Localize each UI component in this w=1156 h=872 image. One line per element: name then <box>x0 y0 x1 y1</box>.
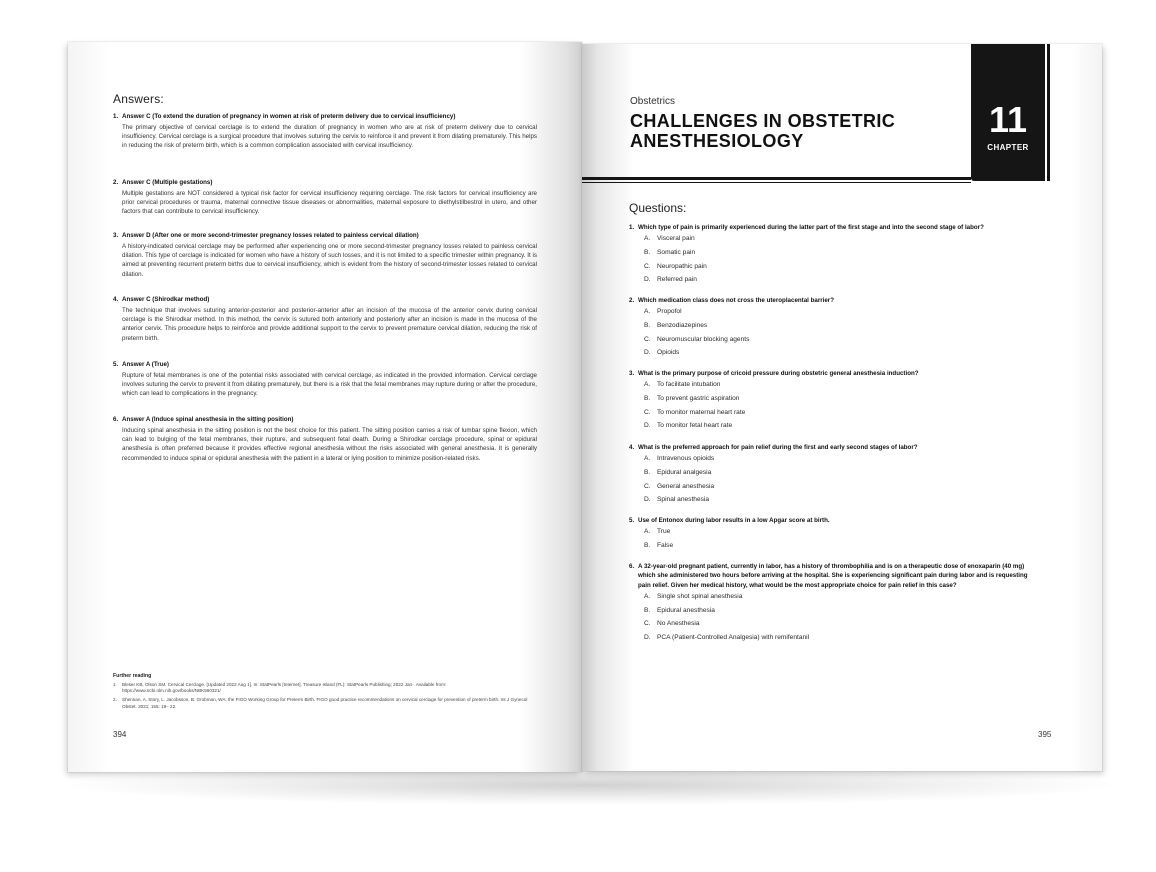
answer-title: 3. Answer D (After one or more second-trimester pregnancy losses related to painless cervical dilation) <box>113 232 419 239</box>
answer-option: A. Visceral pain <box>644 235 695 243</box>
answer-option: D. Referred pain <box>644 276 697 284</box>
right-page <box>582 44 1102 771</box>
answer-body: Multiple gestations are NOT considered a typical risk factor for cervical insufficiency requiring cerclage. The risk factors for cervical insufficiency are prior cervical procedures or trauma, maternal connective tissue diseases or abnormalities, maternal exposure to diethylstilbestrol in utero, and other factors that can contribute to cervical insufficiency. <box>122 190 537 216</box>
subject-label: Obstetrics <box>630 96 676 107</box>
answer-option: A. True <box>644 528 671 536</box>
answer-item <box>113 416 537 463</box>
answer-title: 5. Answer A (True) <box>113 361 169 368</box>
question-item <box>629 369 1033 433</box>
answer-option: C. Neuromuscular blocking agents <box>644 335 750 343</box>
question-text: 6. A 32-year-old pregnant patient, currently in labor, has a history of thrombophilia and is on a therapeutic dose of enoxaparin (40 mg) which she administered two hours before arriving at the hospital. She is experiencing significant pain during labor and is requesting pain relief. Given her medical history, what would be the most appropriate choice for pain relief in this case? <box>629 563 1028 589</box>
answer-option: B. To prevent gastric aspiration <box>644 395 740 402</box>
answer-title: 4. Answer C (Shirodkar method) <box>113 296 210 303</box>
chapter-title: CHALLENGES IN OBSTETRIC ANESTHESIOLOGY <box>630 111 896 151</box>
answer-option: B. Benzodiazepines <box>644 322 708 329</box>
answer-option: A. Propofol <box>644 308 682 316</box>
answer-option: A. To facilitate intubation <box>644 381 721 389</box>
answer-option: B. Epidural analgesia <box>644 469 712 476</box>
answer-title: 6. Answer A (Induce spinal anesthesia in the sitting position) <box>113 416 294 423</box>
questions-heading: Questions: <box>629 201 687 215</box>
chapter-number: 11 <box>988 99 1028 140</box>
answer-body: A history-indicated cervical cerclage may be performed after experiencing one or more second-trimester pregnancy losses related to painless cervical dilation. This type of cerclage is indicated for women who have a history of such losses, and it is not limited to a specific trimester within pregnancy. It is aimed at preventing recurrent preterm births due to cervical insufficiency, which is evident from the history of second-trimester losses related to cervical dilation. <box>122 243 537 278</box>
answer-title: 2. Answer C (Multiple gestations) <box>113 179 213 186</box>
question-text: 3. What is the primary purpose of cricoid pressure during obstetric general anesthesia induction? <box>629 370 919 377</box>
answer-option: B. Epidural anesthesia <box>644 606 715 614</box>
header-rule-thin <box>582 182 971 183</box>
further-reading-title: Further reading <box>113 673 152 679</box>
question-item <box>629 296 1033 360</box>
question-text: 5. Use of Entonox during labor results in a low Apgar score at birth. <box>629 517 830 524</box>
question-item <box>629 223 1033 287</box>
left-page <box>68 42 582 772</box>
answer-option: D. PCA (Patient-Controlled Analgesia) with remifentanil <box>644 634 810 641</box>
answers-heading: Answers: <box>113 92 164 106</box>
answer-option: C. To monitor maternal heart rate <box>644 408 746 416</box>
header-rule <box>582 177 971 180</box>
answer-option: A. Intravenous opioids <box>644 455 715 463</box>
chapter-badge <box>971 44 1045 181</box>
answer-item <box>113 361 537 399</box>
answer-option: C. Neuropathic pain <box>644 262 707 270</box>
answer-body: The primary objective of cervical cerclage is to extend the duration of pregnancy in women who are at risk of preterm delivery due to cervical insufficiency. Cervical cerclage is a surgical procedure that involves suturing the cervix to reinforce it and prevent it from dilating prematurely. This helps in reducing the risk of preterm birth, which is a common complication associated with cervical insufficiency. <box>122 124 537 150</box>
answer-body: The technique that involves suturing anterior-posterior and posterior-anterior after an incision of the mucosa of the anterior cervix during cervical cerclage is the Shirodkar method. In this method, the cervix is sutured both anteriorly and posteriorly after an incision is made in the mucosa of the anterior cervix. This procedure helps to reinforce and provide additional support to the cervix to prevent premature cervical dilation, reducing the risk of preterm birth. <box>122 307 537 342</box>
page-number: 395 <box>1038 730 1052 739</box>
answer-body: Inducing spinal anesthesia in the sitting position is not the best choice for this patient. The sitting position carries a risk of lumbar spine flexion, which can lead to bulging of the fetal membranes, their rupture, and subsequent fetal death. During a Shirodkar cerclage procedure, spinal or epidural anesthesia is often preferred because it provides effective regional anesthesia without the risks associated with general anesthesia. It is generally recommended to induce spinal or epidural anesthesia with the patient in a lateral or lying position to minimize position-related risks. <box>122 427 537 462</box>
answer-item <box>113 232 537 279</box>
answer-option: B. Somatic pain <box>644 249 696 256</box>
answer-item <box>113 179 537 217</box>
answer-item <box>113 296 537 343</box>
chapter-badge-rule <box>1047 44 1050 181</box>
answer-option: D. To monitor fetal heart rate <box>644 422 733 430</box>
answer-option: C. No Anesthesia <box>644 620 700 628</box>
question-item <box>629 516 1033 553</box>
answer-item <box>113 113 537 151</box>
answer-body: Rupture of fetal membranes is one of the potential risks associated with cervical cerclage, as indicated in the provided information. Cervical cerclage involves suturing the cervix to prevent it from dilating prematurely, but there is a risk that the fetal membranes may rupture during or after the procedure, which can lead to complications in the pregnancy. <box>122 372 537 398</box>
question-item <box>629 562 1033 645</box>
answer-title: 1. Answer C (To extend the duration of pregnancy in women at risk of preterm delivery due to cervical insufficiency) <box>113 113 456 120</box>
answer-option: D. Opioids <box>644 349 680 357</box>
answer-option: C. General anesthesia <box>644 482 715 490</box>
answer-option: A. Single shot spinal anesthesia <box>644 593 743 601</box>
chapter-word: CHAPTER <box>987 143 1029 152</box>
question-text: 4. What is the preferred approach for pain relief during the first and early second stages of labor? <box>629 444 918 451</box>
answer-option: B. False <box>644 542 674 549</box>
answer-option: D. Spinal anesthesia <box>644 496 710 504</box>
reference-item: 2. Shennan, A. Story, L. Jacobsson, B. Grobman, WA; the FIGO Working Group for Preterm Birth. FIGO good practice recommendations on cervical cerclage for prevention of preterm birth. Int J Gynecol Obstet. 2021; 155: 19– 22. <box>113 697 528 709</box>
question-item <box>629 443 1033 507</box>
further-reading <box>113 673 537 710</box>
page-number: 394 <box>113 730 127 739</box>
question-text: 1. Which type of pain is primarily experienced during the latter part of the first stage and into the second stage of labor? <box>629 224 984 231</box>
question-text: 2. Which medication class does not cross the uteroplacental barrier? <box>629 297 834 304</box>
reference-item: 1. Bleser KB, Olson SM. Cervical Cerclage. [Updated 2022 Aug 1]. In: StatPearls [Internet]. Treasure Island (FL): StatPearls Publishing; 2022 Jan-. Available from: https://www.ncbi.nlm.nih.gov/books/NBK560321/ <box>113 682 447 694</box>
